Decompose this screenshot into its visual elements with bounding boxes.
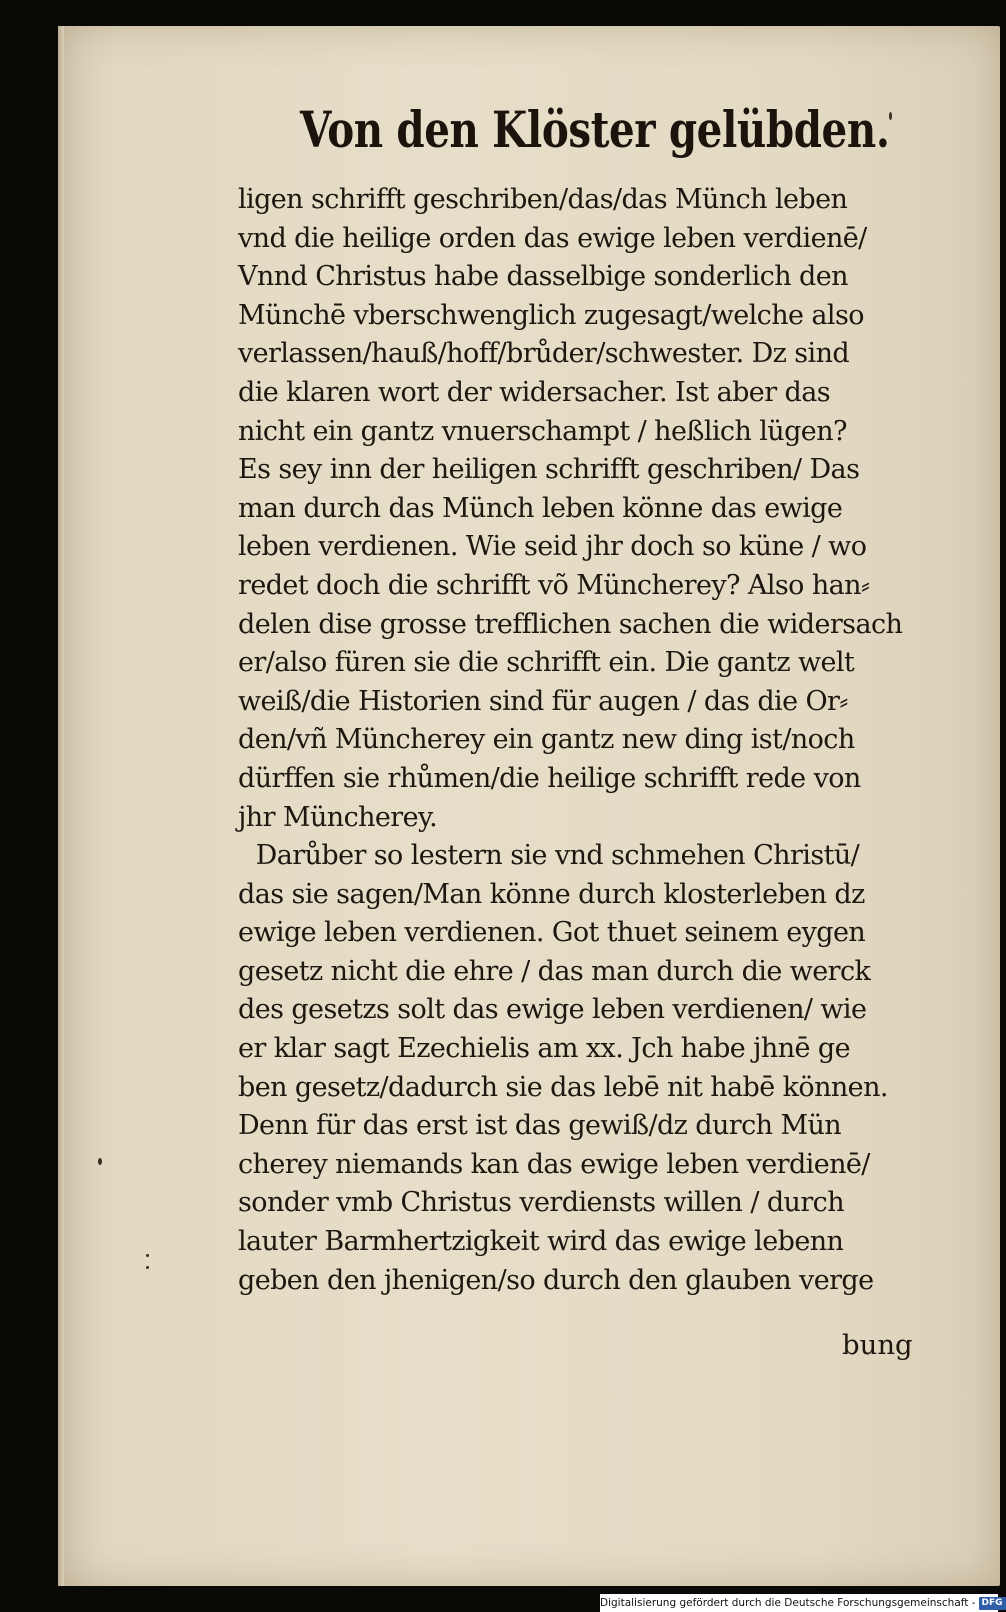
ink-speck bbox=[98, 1158, 102, 1165]
text-line: man durch das Münch leben könne das ewige bbox=[238, 491, 843, 524]
text-line: lauter Barmhertzigkeit wird das ewige lebenn bbox=[238, 1225, 844, 1258]
footer-credit: Digitalisierung gefördert durch die Deutsche Forschungsgemeinschaft - bbox=[600, 1597, 976, 1609]
text-line: vnd die heilige orden das ewige leben verdienē/ bbox=[238, 221, 867, 254]
ink-speck bbox=[889, 112, 892, 120]
text-line: Vnnd Christus habe dasselbige sonderlich den bbox=[238, 260, 848, 293]
text-line: Münchē vberschwenglich zugesagt/welche also bbox=[238, 298, 864, 331]
text-line: verlassen/hauß/hoff/brůder/schwester. Dz sind bbox=[238, 337, 850, 370]
text-line: leben verdienen. Wie seid jhr doch so küne / wo bbox=[238, 530, 867, 563]
text-line: ben gesetz/dadurch sie das lebē nit habē können. bbox=[238, 1070, 888, 1103]
text-line: die klaren wort der widersacher. Ist aber das bbox=[238, 375, 830, 408]
page-gutter-edge bbox=[58, 26, 64, 1586]
ink-speck bbox=[146, 1266, 149, 1269]
text-line: ewige leben verdienen. Got thuet seinem eygen bbox=[238, 916, 866, 949]
text-line: er klar sagt Ezechielis am xx. Jch habe jhnē ge bbox=[238, 1032, 851, 1065]
text-line: nicht ein gantz vnuerschampt / heßlich lügen? bbox=[238, 414, 847, 447]
text-line: den/vñ Müncherey ein gantz new ding ist/noch bbox=[238, 723, 855, 756]
catchword: bung bbox=[842, 1329, 913, 1361]
digitization-footer bbox=[600, 1594, 1003, 1612]
body-text bbox=[238, 180, 918, 1299]
text-line: delen dise grosse trefflichen sachen die widersach bbox=[238, 607, 903, 640]
text-line: gesetz nicht die ehre / das man durch die werck bbox=[238, 954, 871, 987]
text-line: geben den jhenigen/so durch den glauben verge bbox=[238, 1263, 874, 1296]
text-line: Es sey inn der heiligen schrifft geschriben/ Das bbox=[238, 453, 860, 486]
text-line: er/also füren sie die schrifft ein. Die gantz welt bbox=[238, 646, 855, 679]
text-line: Darůber so lestern sie vnd schmehen Christū/ bbox=[255, 839, 860, 872]
text-line: cherey niemands kan das ewige leben verdienē/ bbox=[238, 1147, 870, 1180]
text-line: redet doch die schrifft võ Müncherey? Also han⸗ bbox=[238, 568, 870, 601]
text-line: des gesetzs solt das ewige leben verdienen/ wie bbox=[238, 993, 867, 1026]
text-line: dürffen sie rhůmen/die heilige schrifft rede von bbox=[238, 761, 861, 794]
text-line: weiß/die Historien sind für augen / das die Or⸗ bbox=[238, 684, 848, 717]
text-line: das sie sagen/Man könne durch klosterleben dz bbox=[238, 877, 865, 910]
text-line: Denn für das erst ist das gewiß/dz durch Mün bbox=[238, 1109, 842, 1142]
ink-speck bbox=[146, 1254, 149, 1257]
text-line: ligen schrifft geschriben/das/das Münch leben bbox=[238, 183, 848, 215]
dfg-logo: DFG bbox=[979, 1597, 1006, 1610]
text-line: sonder vmb Christus verdiensts willen / durch bbox=[238, 1186, 845, 1219]
text-line: jhr Müncherey. bbox=[238, 800, 438, 833]
running-head: Von den Klöster gelübden. bbox=[300, 100, 890, 159]
